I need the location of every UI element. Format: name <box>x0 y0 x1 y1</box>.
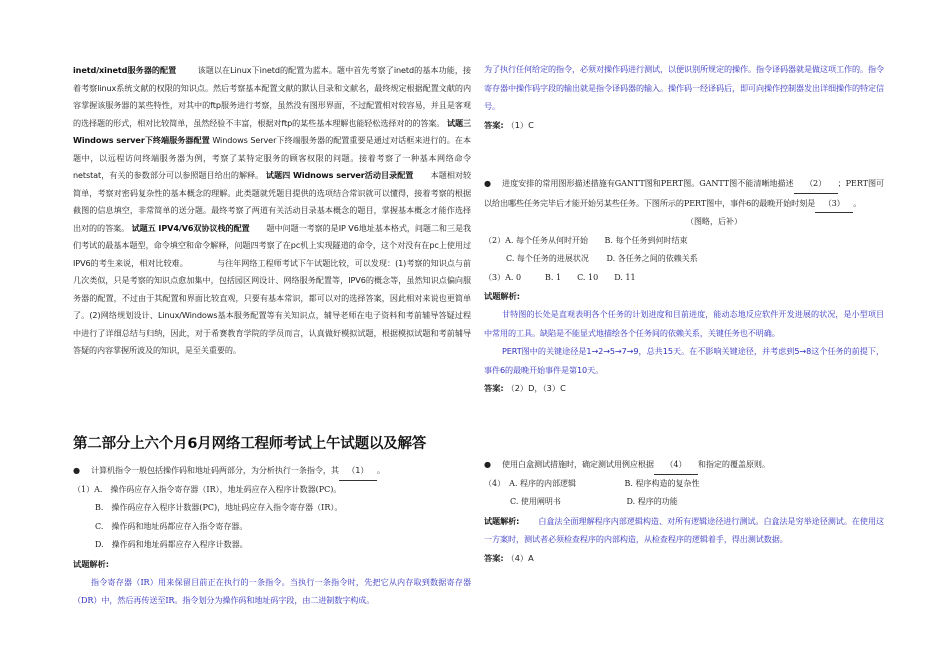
question-4-block <box>484 455 884 567</box>
q2-answer: 答案: （2）D，（3）C <box>484 383 566 393</box>
q1-answer-value: （1）C <box>506 119 534 130</box>
q1-analysis-continued: 为了执行任何给定的指令，必须对操作码进行测试，以便识别所规定的操作。指令译码器就是做这项工作的。指令寄存器中操作码字段的输出就是指令译码器的输入。操作码一经译码后，即可向操作控制器发出详细操作的特定信号。 <box>484 64 884 111</box>
q4-option-c: C. 使用阐明书 <box>510 497 561 506</box>
section-text-ad: 本题相对较简单，考察对密码复杂性的基本概念的理解。此类题就凭题目提供的选项结合常识就可以懂得，接着考察的根据截图的信息填空，非常简单的送分题。最终考察了两道有关活动目录基本概念的题目，掌握基本概念才能作选择出对的的答案。 <box>73 170 472 233</box>
q1-analysis-label: 试题解析: <box>73 558 110 569</box>
blank-4: （4） <box>654 455 698 475</box>
q1-option-b: B. 操作码应存入程序计数器(PC)，地址码应存入指令寄存器（IR）。 <box>95 503 343 512</box>
q4-answer: 答案: （4）A <box>484 552 534 563</box>
section-text-summary: 与往年网络工程师考试下午试题比较，可以发现：(1)考察的知识点与前几次类似，只是考察的知识点愈加集中，包括园区网设计、网络服务配置等，IPV6的概念等，虽然知识点偏向服务器的配置，不过由于其配置和界面比较直观，只要有基本常识，都可以对的选择答案，因此相对来说也更简单了。(2)网络规划设计、Linux/Windows基本服务配置等有关知识点，辅导老师在电子资料和考前辅导答疑过程中进行了详细总结与归纳，因此，对于希赛教育学院的学员而言，认真做好模拟试题，根据模拟试题和考前辅导答疑的内容掌握所波及的知识，是至关重要的。 <box>73 257 471 355</box>
q1-answer: 答案: （1）C <box>484 119 534 130</box>
section-title-ad: 试题四 Widnows server活动目录配置 <box>265 170 414 180</box>
q2-option-d: D. 各任务之间的依赖关系 <box>606 254 698 263</box>
q2-options-row-1 <box>484 232 884 251</box>
q1-option-d: D. 操作码和地址码都应存入程序计数器。 <box>95 540 248 549</box>
q2-answer-value: （2）D，（3）C <box>506 383 566 393</box>
q2-option-a: （2）A. 每个任务从何时开始 <box>484 235 588 245</box>
question-1-stem: ● 计算机指令一般包括操作码和地址码两部分，为分析执行一条指令，其 （1） 。 <box>73 462 471 481</box>
figure-placeholder-note: （图略，后补） <box>686 217 742 226</box>
q4-options-row-2 <box>484 493 884 512</box>
bullet-icon: ● <box>484 459 491 469</box>
q4-analysis: 白盒法全面理解程序内部逻辑构造、对所有逻辑途径进行测试。白盒法是穷举途径测试。在使用这一方案时，测试者必须检查程序的内部构造，从检查程序的逻辑着手，得出测试数据。 <box>484 515 884 544</box>
part-two-heading: 第二部分上六个月6月网络工程师考试上午试题以及解答 <box>73 436 427 452</box>
blank-3: （3） <box>815 194 853 214</box>
q4-option-d: D. 程序的功能 <box>626 497 678 506</box>
section-title-ipv6: 试题五 IPV4/V6双协议栈的配置 <box>131 222 250 233</box>
q2-options-row-2 <box>484 250 884 269</box>
question-4-stem: ● 使用白盒测试措施时，确定测试用例应根据 （4） 和指定的覆盖原则。 <box>484 455 884 475</box>
q4-analysis-label: 试题解析: <box>484 515 520 526</box>
section-text-ipv6: 题中问题一考察的是IP V6地址基本格式，问题二和三是我们考试的最基本题型，命令填空和命令解释，问题四考察了在pc机上实现隧道的命令，这个对没有在pc上使用过IPV6的考生来说，相对比较难。 <box>73 222 471 268</box>
q2-analysis-label: 试题解析: <box>484 291 521 301</box>
q4-analysis-row <box>484 512 884 549</box>
bullet-icon: ● <box>73 465 80 475</box>
section-text-terminal: Windows Server下终端服务器的配置重要是通过对话框来进行的。在本题中，以远程访问终端服务器为例，考察了某特定服务的顾客权限的问题。接着考察了一种基本网络命令netstat，有关的参数部分可以参照题目给出的解释。 <box>73 135 471 180</box>
q1-continuation-block <box>484 60 884 134</box>
section-title-inetd: inetd/xinetd服务器的配置 <box>73 65 177 75</box>
q4-answer-value: （4）A <box>506 552 534 563</box>
q2-option-b: B. 每个任务到何时结束 <box>604 235 688 245</box>
left-column <box>73 62 471 360</box>
section-title-terminal: 试题三 Windows server下终端服务器配置 <box>73 117 471 145</box>
q4-option-b: B. 程序构造的复杂性 <box>624 478 700 488</box>
q3-options: （3）A. 0 B. 1 C. 10 D. 11 <box>484 272 636 282</box>
q2-option-c: C. 每个任务的进展状况 <box>506 254 589 263</box>
part-two-heading-block <box>73 432 471 453</box>
q4-options-row-1 <box>484 475 884 494</box>
blank-2: （2） <box>794 174 838 194</box>
q1-option-a: （1）A. 操作码应存入指令寄存器（IR），地址码应存入程序计数器(PC)。 <box>73 484 342 494</box>
review-paragraph <box>73 62 471 360</box>
question-2-block <box>484 174 884 397</box>
question-1-block <box>73 462 471 610</box>
q2-analysis-2: PERT图中的关键途径是1→2→5→7→9，总共15天。在不影响关键途径，并考虑到5→8这个任务的前提下，事件6的最晚开始事件是第10天。 <box>484 346 884 375</box>
q1-analysis: 指令寄存器（IR）用来保留目前正在执行的一条指令。当执行一条指令时，先把它从内存取到数据寄存器（DR）中，然后再传送至IR。指令划分为操作码和地址码字段，由二进制数字构成。 <box>73 576 471 605</box>
q4-option-a: （4） A. 程序的内部逻辑 <box>484 478 576 488</box>
bullet-icon: ● <box>484 178 491 188</box>
question-2-stem: ● 进度安排的常用图形描述措施有GANTT图和PERT图。GANTT图不能清晰地描述 （2） ；PERT图可以给出哪些任务完毕后才能开始另某些任务。下图所示的PERT图中，事件6的最晚开始时刻是 （3） 。 <box>484 174 884 213</box>
q2-analysis-1: 甘特图的长处是直观表明各个任务的计划进度和目前进度，能动态地反应软件开发进展的状况，是小型项目中常用的工具。缺陷是不能显式地描绘各个任务间的依赖关系，关键任务也不明确。 <box>484 309 884 338</box>
section-text-inetd: 该题以在Linux下inetd的配置为蓝本。题中首先考察了inetd的基本功能，接着考察linux系统文献的权限的知识点。然后考察基本配置文献的默认目录和文献名，最终规定根据配置文献的内容掌握该服务器的某些特性，对其中的ftp服务进行考察，虽然没有图形界面，不过配置相对较容易，并且是客观的选择题的形式，相对比较简单，虽然经验不丰富，根据对ftp的某些基本理解也能轻松选择对的的答案。 <box>73 65 471 128</box>
blank-1: （1） <box>339 462 377 481</box>
q1-option-c: C. 操作码和地址码都应存入指令寄存器。 <box>95 521 248 531</box>
